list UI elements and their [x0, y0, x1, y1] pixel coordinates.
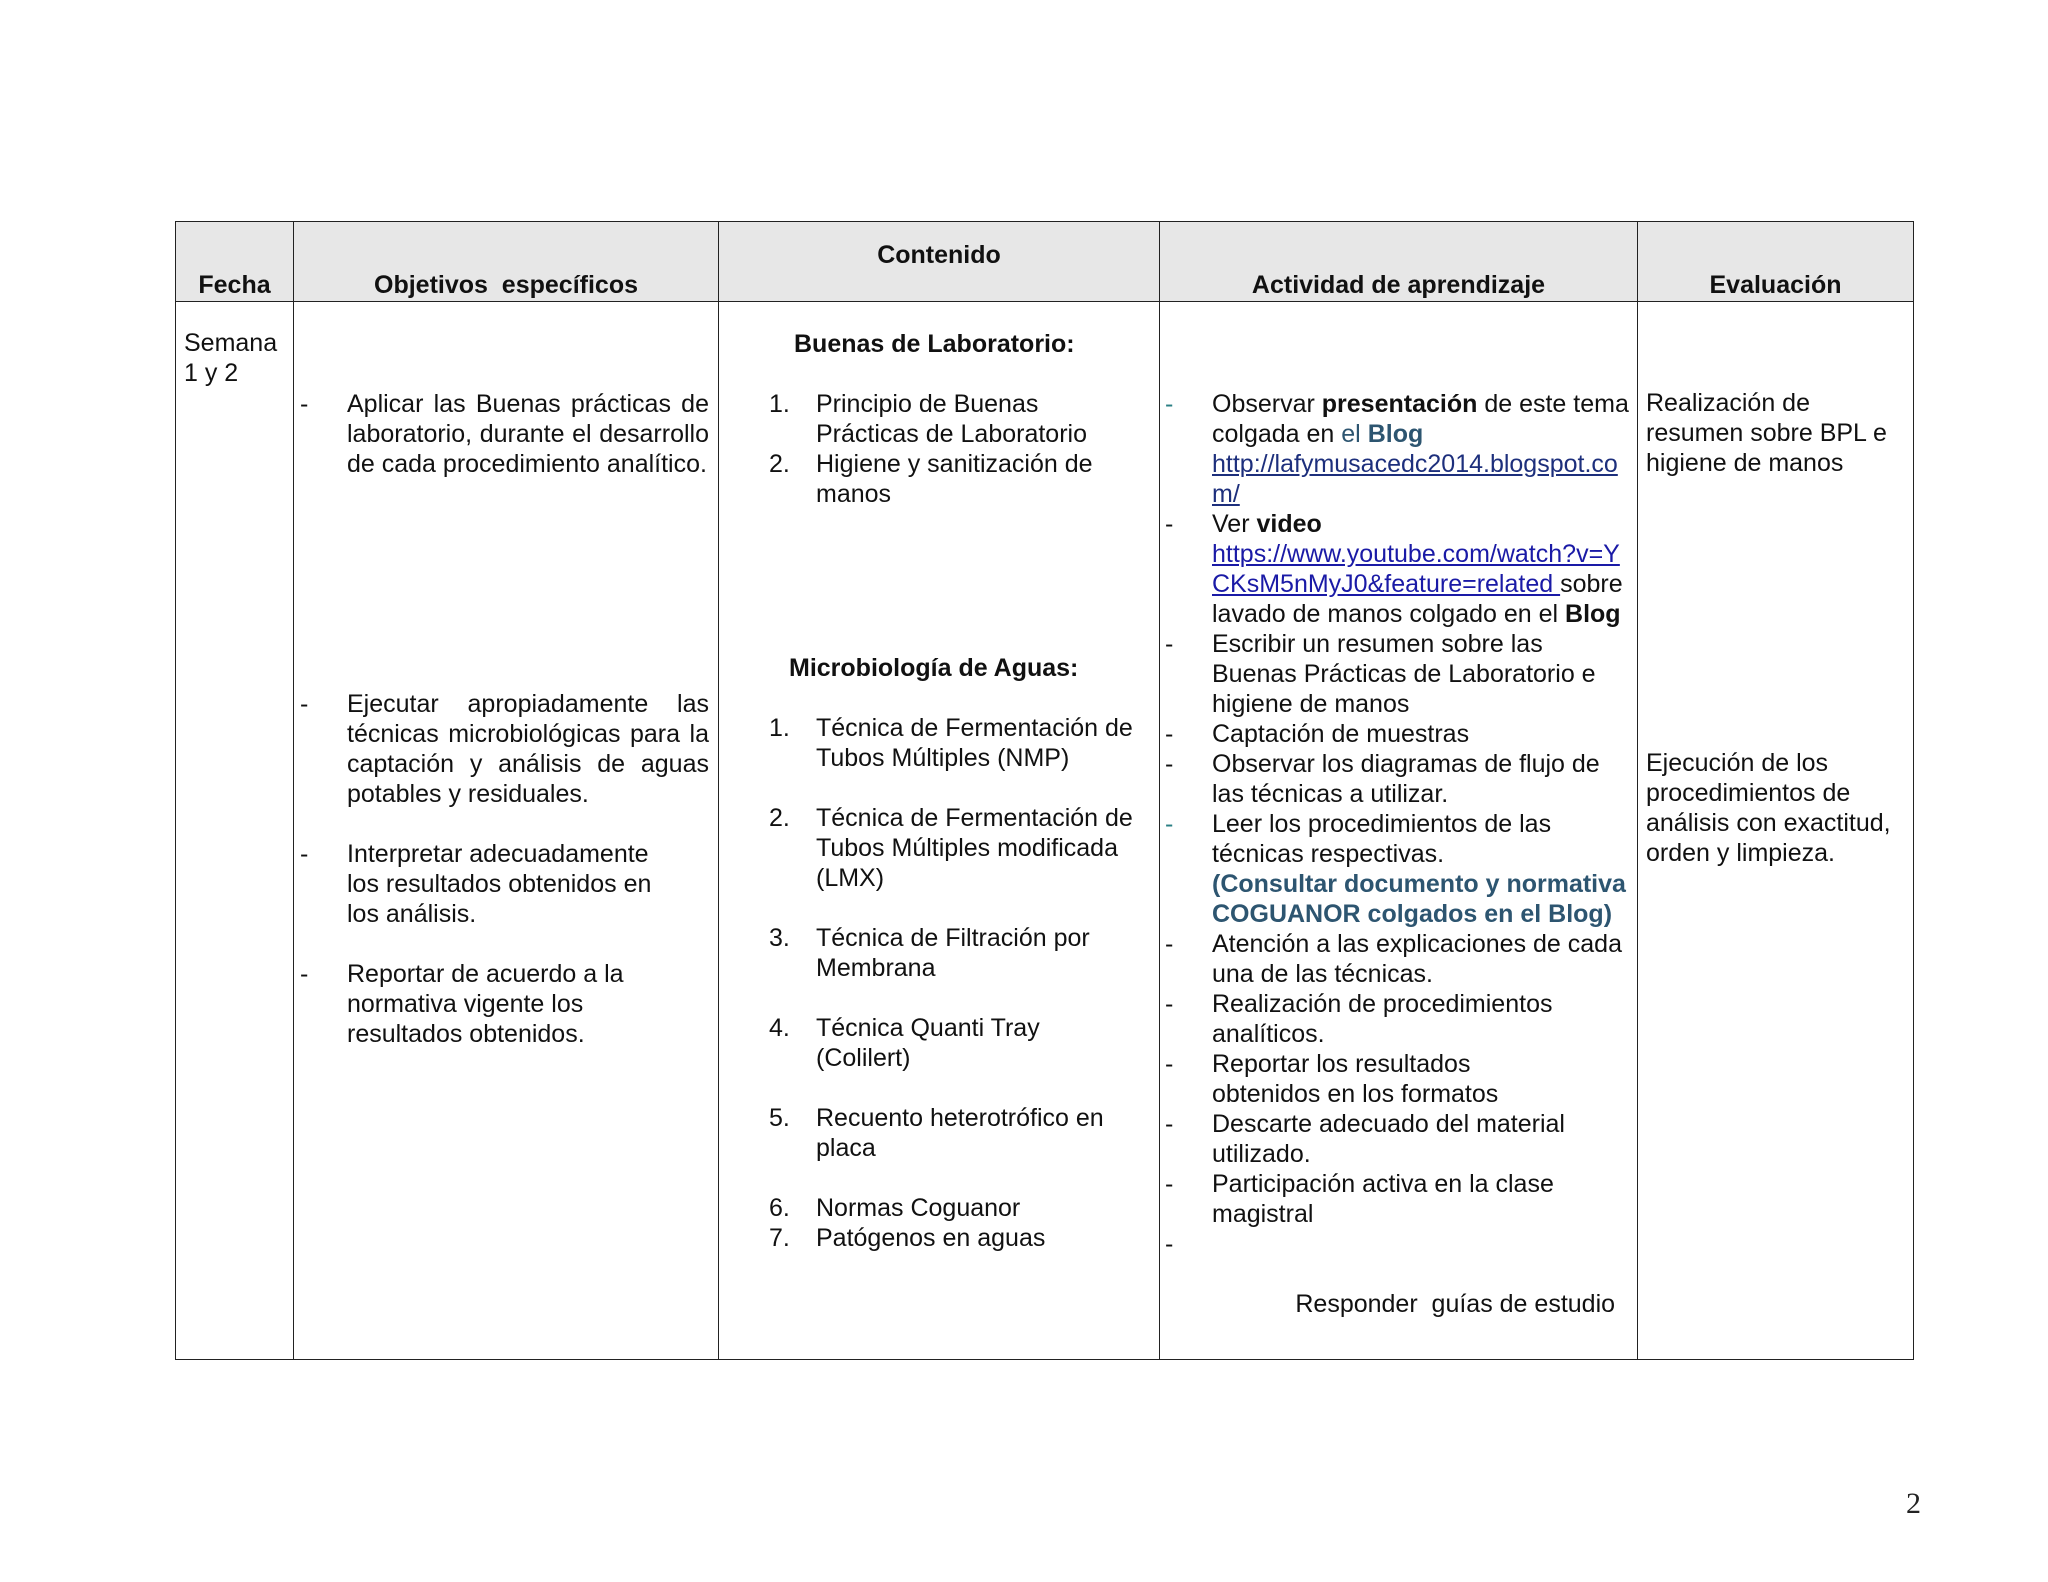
table-row	[176, 302, 1914, 1360]
text: Reportar los resultados obtenidos en los formatos	[1212, 1050, 1499, 1108]
text-bold: presentación	[1321, 390, 1478, 418]
evaluacion-cell	[1638, 302, 1914, 1360]
fecha-week-range: 1 y 2	[184, 359, 239, 387]
list-item	[1165, 389, 1630, 509]
list-item	[769, 1193, 1153, 1223]
text: sobre lavado de manos colgado en el	[1212, 570, 1623, 628]
consult-note: (Consultar documento y normativa COGUANOR colgados en el Blog)	[1212, 870, 1626, 928]
item-number: 7.	[769, 1224, 790, 1252]
item-text: Técnica de Fermentación de Tubos Múltiples modificada (LMX)	[816, 804, 1133, 892]
bullet-dash: -	[1165, 1050, 1174, 1078]
list-item	[769, 449, 1123, 509]
objective-text: Interpretar adecuadamente los resultados obtenidos en los análisis.	[347, 840, 652, 928]
list-item	[1165, 989, 1630, 1049]
text: Ver	[1212, 510, 1257, 538]
list-item	[300, 389, 709, 479]
actividad-cell	[1160, 302, 1638, 1360]
list-item	[1165, 1229, 1630, 1349]
list-item	[1165, 809, 1630, 929]
list-item	[769, 803, 1153, 893]
header-objetivos: Objetivos específicos	[294, 222, 719, 302]
header-contenido: Contenido	[719, 222, 1160, 302]
bullet-dash: -	[1165, 1170, 1174, 1198]
video-link[interactable]: https://www.youtube.com/watch?v=YCKsM5nMyJ0&feature=related	[1212, 540, 1620, 598]
item-number: 6.	[769, 1194, 790, 1222]
content-list-water	[769, 713, 1153, 1253]
list-item	[769, 1223, 1153, 1253]
bullet-dash: -	[300, 690, 309, 718]
content-list-bpl	[769, 389, 1153, 509]
list-item	[1165, 929, 1630, 989]
list-item	[1165, 719, 1630, 749]
header-evaluacion: Evaluación	[1638, 222, 1914, 302]
list-item	[769, 713, 1153, 773]
text: Responder guías de estudio	[1295, 1290, 1616, 1318]
list-item	[1165, 1109, 1630, 1169]
text: Escribir un resumen sobre las Buenas Prácticas de Laboratorio e higiene de manos	[1212, 630, 1596, 718]
text: Observar	[1212, 390, 1322, 418]
evaluation-text: Realización de resumen sobre BPL e higiene de manos	[1646, 389, 1887, 477]
list-item	[1165, 629, 1630, 719]
item-text: Higiene y sanitización de manos	[816, 450, 1093, 508]
contenido-cell	[719, 302, 1160, 1360]
page-number: 2	[1906, 1487, 1921, 1520]
list-item	[769, 1013, 1153, 1073]
text: Participación activa en la clase magistral	[1212, 1170, 1554, 1228]
bullet-dash: -	[1165, 630, 1174, 658]
bullet-dash: -	[1165, 930, 1174, 958]
text: Leer los procedimientos de las técnicas respectivas.	[1212, 810, 1552, 868]
bullet-dash: -	[1165, 390, 1174, 418]
lesson-plan-table	[175, 221, 1914, 1360]
bullet-dash: -	[300, 840, 309, 868]
bullet-dash: -	[300, 960, 309, 988]
list-item	[769, 389, 1123, 449]
header-fecha: Fecha	[176, 222, 294, 302]
item-text: Técnica Quanti Tray (Colilert)	[816, 1014, 1040, 1072]
item-number: 5.	[769, 1104, 790, 1132]
bullet-dash: -	[1165, 990, 1174, 1018]
blog-label: Blog	[1367, 420, 1424, 448]
item-text: Normas Coguanor	[816, 1194, 1021, 1222]
text: Captación de muestras	[1212, 720, 1470, 748]
objective-text: Reportar de acuerdo a la normativa vigente los resultados obtenidos.	[347, 960, 624, 1048]
item-number: 4.	[769, 1014, 790, 1042]
bullet-dash: -	[1165, 510, 1174, 538]
header-row	[176, 222, 1914, 302]
bullet-dash: -	[300, 390, 309, 418]
list-item	[1165, 1169, 1630, 1229]
text: Atención a las explicaciones de cada una de las técnicas.	[1212, 930, 1622, 988]
list-item	[300, 959, 709, 1049]
item-number: 1.	[769, 390, 790, 418]
bullet-dash: -	[1165, 1230, 1174, 1258]
objetivos-cell	[294, 302, 719, 1360]
list-item	[1165, 509, 1630, 629]
item-text: Técnica de Filtración por Membrana	[816, 924, 1090, 982]
fecha-week-label: Semana	[184, 329, 278, 357]
fecha-cell	[176, 302, 294, 1360]
objectives-list	[295, 303, 717, 1049]
header-actividad: Actividad de aprendizaje	[1160, 222, 1638, 302]
text: de este tema colgada en	[1212, 390, 1629, 448]
blog-label: Blog	[1565, 600, 1621, 628]
text: Descarte adecuado del material utilizado.	[1212, 1110, 1565, 1168]
list-item	[769, 1103, 1153, 1163]
bullet-dash: -	[1165, 720, 1174, 748]
item-text: Principio de Buenas Prácticas de Laboratorio	[816, 390, 1087, 448]
text: Observar los diagramas de flujo de las técnicas a utilizar.	[1212, 750, 1600, 808]
bullet-dash: -	[1165, 750, 1174, 778]
item-number: 1.	[769, 714, 790, 742]
text: Realización de procedimientos analíticos.	[1212, 990, 1553, 1048]
objective-text: Ejecutar apropiadamente las técnicas microbiológicas para la captación y análisis de aguas potables y residuales.	[347, 690, 709, 808]
item-text: Técnica de Fermentación de Tubos Múltiples (NMP)	[816, 714, 1133, 772]
evaluation-text: Ejecución de los procedimientos de análisis con exactitud, orden y limpieza.	[1646, 749, 1891, 867]
blog-link[interactable]: http://lafymusacedc2014.blogspot.com/	[1212, 450, 1618, 508]
list-item	[300, 839, 709, 929]
list-item	[300, 689, 709, 809]
item-number: 2.	[769, 450, 790, 478]
activities-list	[1161, 389, 1636, 1349]
list-item	[1165, 1049, 1630, 1109]
item-number: 3.	[769, 924, 790, 952]
text: el	[1341, 420, 1361, 448]
text-bold: video	[1256, 510, 1322, 538]
item-text: Patógenos en aguas	[816, 1224, 1046, 1252]
item-number: 2.	[769, 804, 790, 832]
list-item	[1165, 749, 1630, 809]
item-text: Recuento heterotrófico en placa	[816, 1104, 1104, 1162]
section-title: Buenas de Laboratorio:	[794, 330, 1075, 358]
list-item	[769, 923, 1153, 983]
objective-text: Aplicar las Buenas prácticas de laboratorio, durante el desarrollo de cada procedimiento analítico.	[347, 390, 709, 478]
bullet-dash: -	[1165, 1110, 1174, 1138]
section-title: Microbiología de Aguas:	[789, 654, 1079, 682]
bullet-dash: -	[1165, 810, 1174, 838]
